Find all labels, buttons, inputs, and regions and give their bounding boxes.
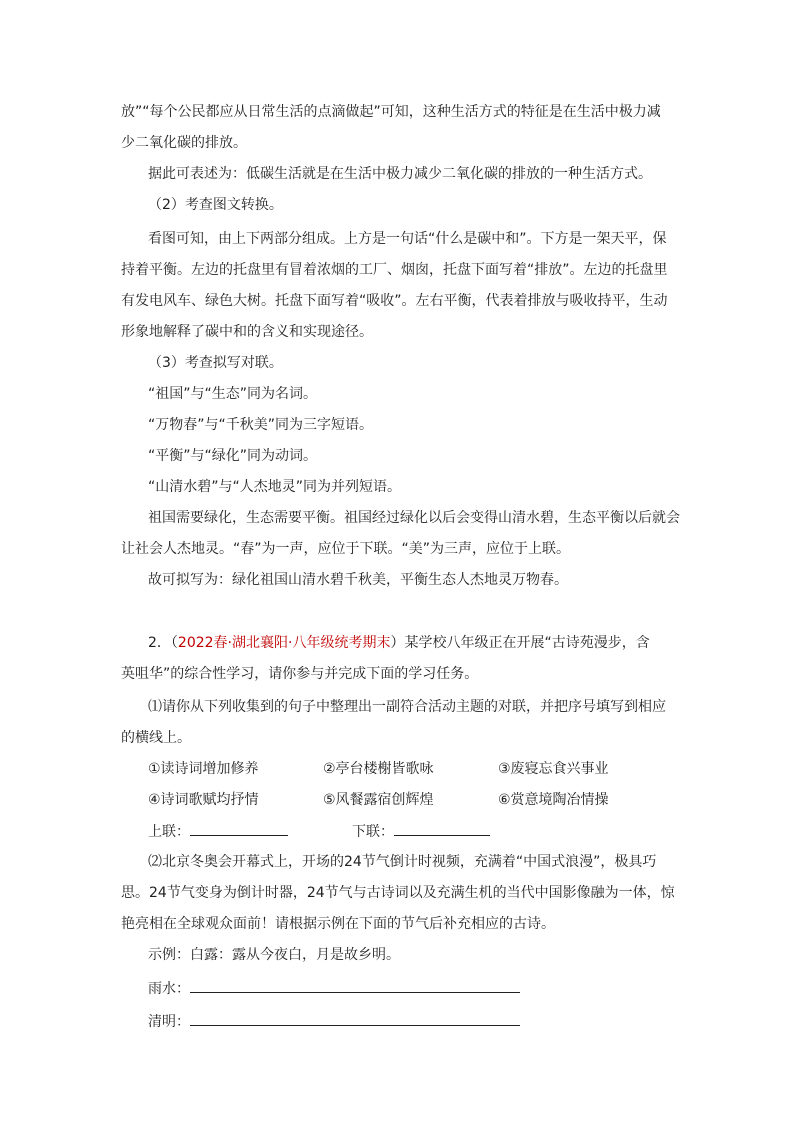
couplet-option: ④诗词歌赋均抒情 [148,792,259,808]
lower-couplet-blank[interactable] [394,821,490,836]
subquestion-2-line: 思。24节气变身为倒计时器，24节气与古诗词以及充满生机的当代中国影像融为一体，惊 [121,885,675,901]
analysis-line: 故可拟写为：绿化祖国山清水碧千秋美，平衡生态人杰地灵万物春。 [148,572,568,588]
couplet-option: ③废寝忘食兴事业 [498,761,609,777]
subquestion-2-line: ⑵北京冬奥会开幕式上，开场的24节气倒计时视频，充满着“中国式浪漫”，极具巧 [148,854,657,870]
couplet-option: ⑥赏意境陶冶情操 [498,792,609,808]
upper-couplet-row [148,821,288,842]
source-open-paren: （ [170,635,178,651]
source-close-paren: ） [390,635,405,651]
analysis-line: 放”“每个公民都应从日常生活的点滴做起”可知，这种生活方式的特征是在生活中极力减 [121,104,661,120]
question-source-link[interactable]: 2022春·湖北襄阳·八年级统考期末 [177,635,391,651]
analysis-line: “祖国”与“生态”同为名词。 [148,386,318,402]
question-header [148,633,650,653]
yushui-label: 雨水： [148,981,190,997]
analysis-subheading: （2）考查图文转换。 [148,197,283,213]
analysis-subheading: （3）考查拟写对联。 [148,355,283,371]
upper-couplet-blank[interactable] [190,821,288,836]
lower-couplet-label: 下联： [352,824,394,840]
analysis-line: “山清水碧”与“人杰地灵”同为并列短语。 [148,479,402,495]
question-text: 某学校八年级正在开展“古诗苑漫步，含 [404,635,650,651]
analysis-line: 少二氧化碳的排放。 [121,135,247,151]
couplet-option: ②亭台楼榭皆歌咏 [323,761,434,777]
qingming-answer-blank[interactable] [190,1011,520,1026]
subquestion-2-line: 艳亮相在全球观众面前！请根据示例在下面的节气后补充相应的古诗。 [121,916,555,932]
couplet-option: ①读诗词增加修养 [148,761,259,777]
analysis-line: 让社会人杰地灵。“春”为一声，应位于下联。“美”为三声，应位于上联。 [121,541,571,557]
lower-couplet-row [352,821,490,842]
question-number: 2． [148,635,171,651]
qingming-label: 清明： [148,1014,190,1030]
subquestion-1-line: ⑴请你从下列收集到的句子中整理出一副符合活动主题的对联，并把序号填写到相应 [148,699,666,715]
analysis-line: 持着平衡。左边的托盘里有冒着浓烟的工厂、烟囱，托盘下面写着“排放”。左边的托盘里 [121,262,668,278]
subquestion-1-line: 的横线上。 [121,730,191,746]
question-text-line: 英咀华”的综合性学习，请你参与并完成下面的学习任务。 [121,666,479,682]
analysis-line: “平衡”与“绿化”同为动词。 [148,448,318,464]
analysis-line: 形象地解释了碳中和的含义和实现途径。 [121,324,373,340]
analysis-line: “万物春”与“千秋美”同为三字短语。 [148,417,374,433]
qingming-row [148,1011,520,1032]
analysis-line: 据此可表述为：低碳生活就是在生活中极力减少二氧化碳的排放的一种生活方式。 [148,166,652,182]
yushui-row [148,978,520,999]
couplet-option: ⑤风餐露宿创辉煌 [323,792,434,808]
example-line: 示例：白露：露从今夜白，月是故乡明。 [148,947,400,963]
yushui-answer-blank[interactable] [190,978,520,993]
analysis-line: 看图可知，由上下两部分组成。上方是一句话“什么是碳中和”。下方是一架天平，保 [148,231,667,247]
analysis-line: 祖国需要绿化，生态需要平衡。祖国经过绿化以后会变得山清水碧，生态平衡以后就会 [148,510,680,526]
upper-couplet-label: 上联： [148,824,190,840]
analysis-line: 有发电风车、绿色大树。托盘下面写着“吸收”。左右平衡，代表着排放与吸收持平，生动 [121,293,668,309]
